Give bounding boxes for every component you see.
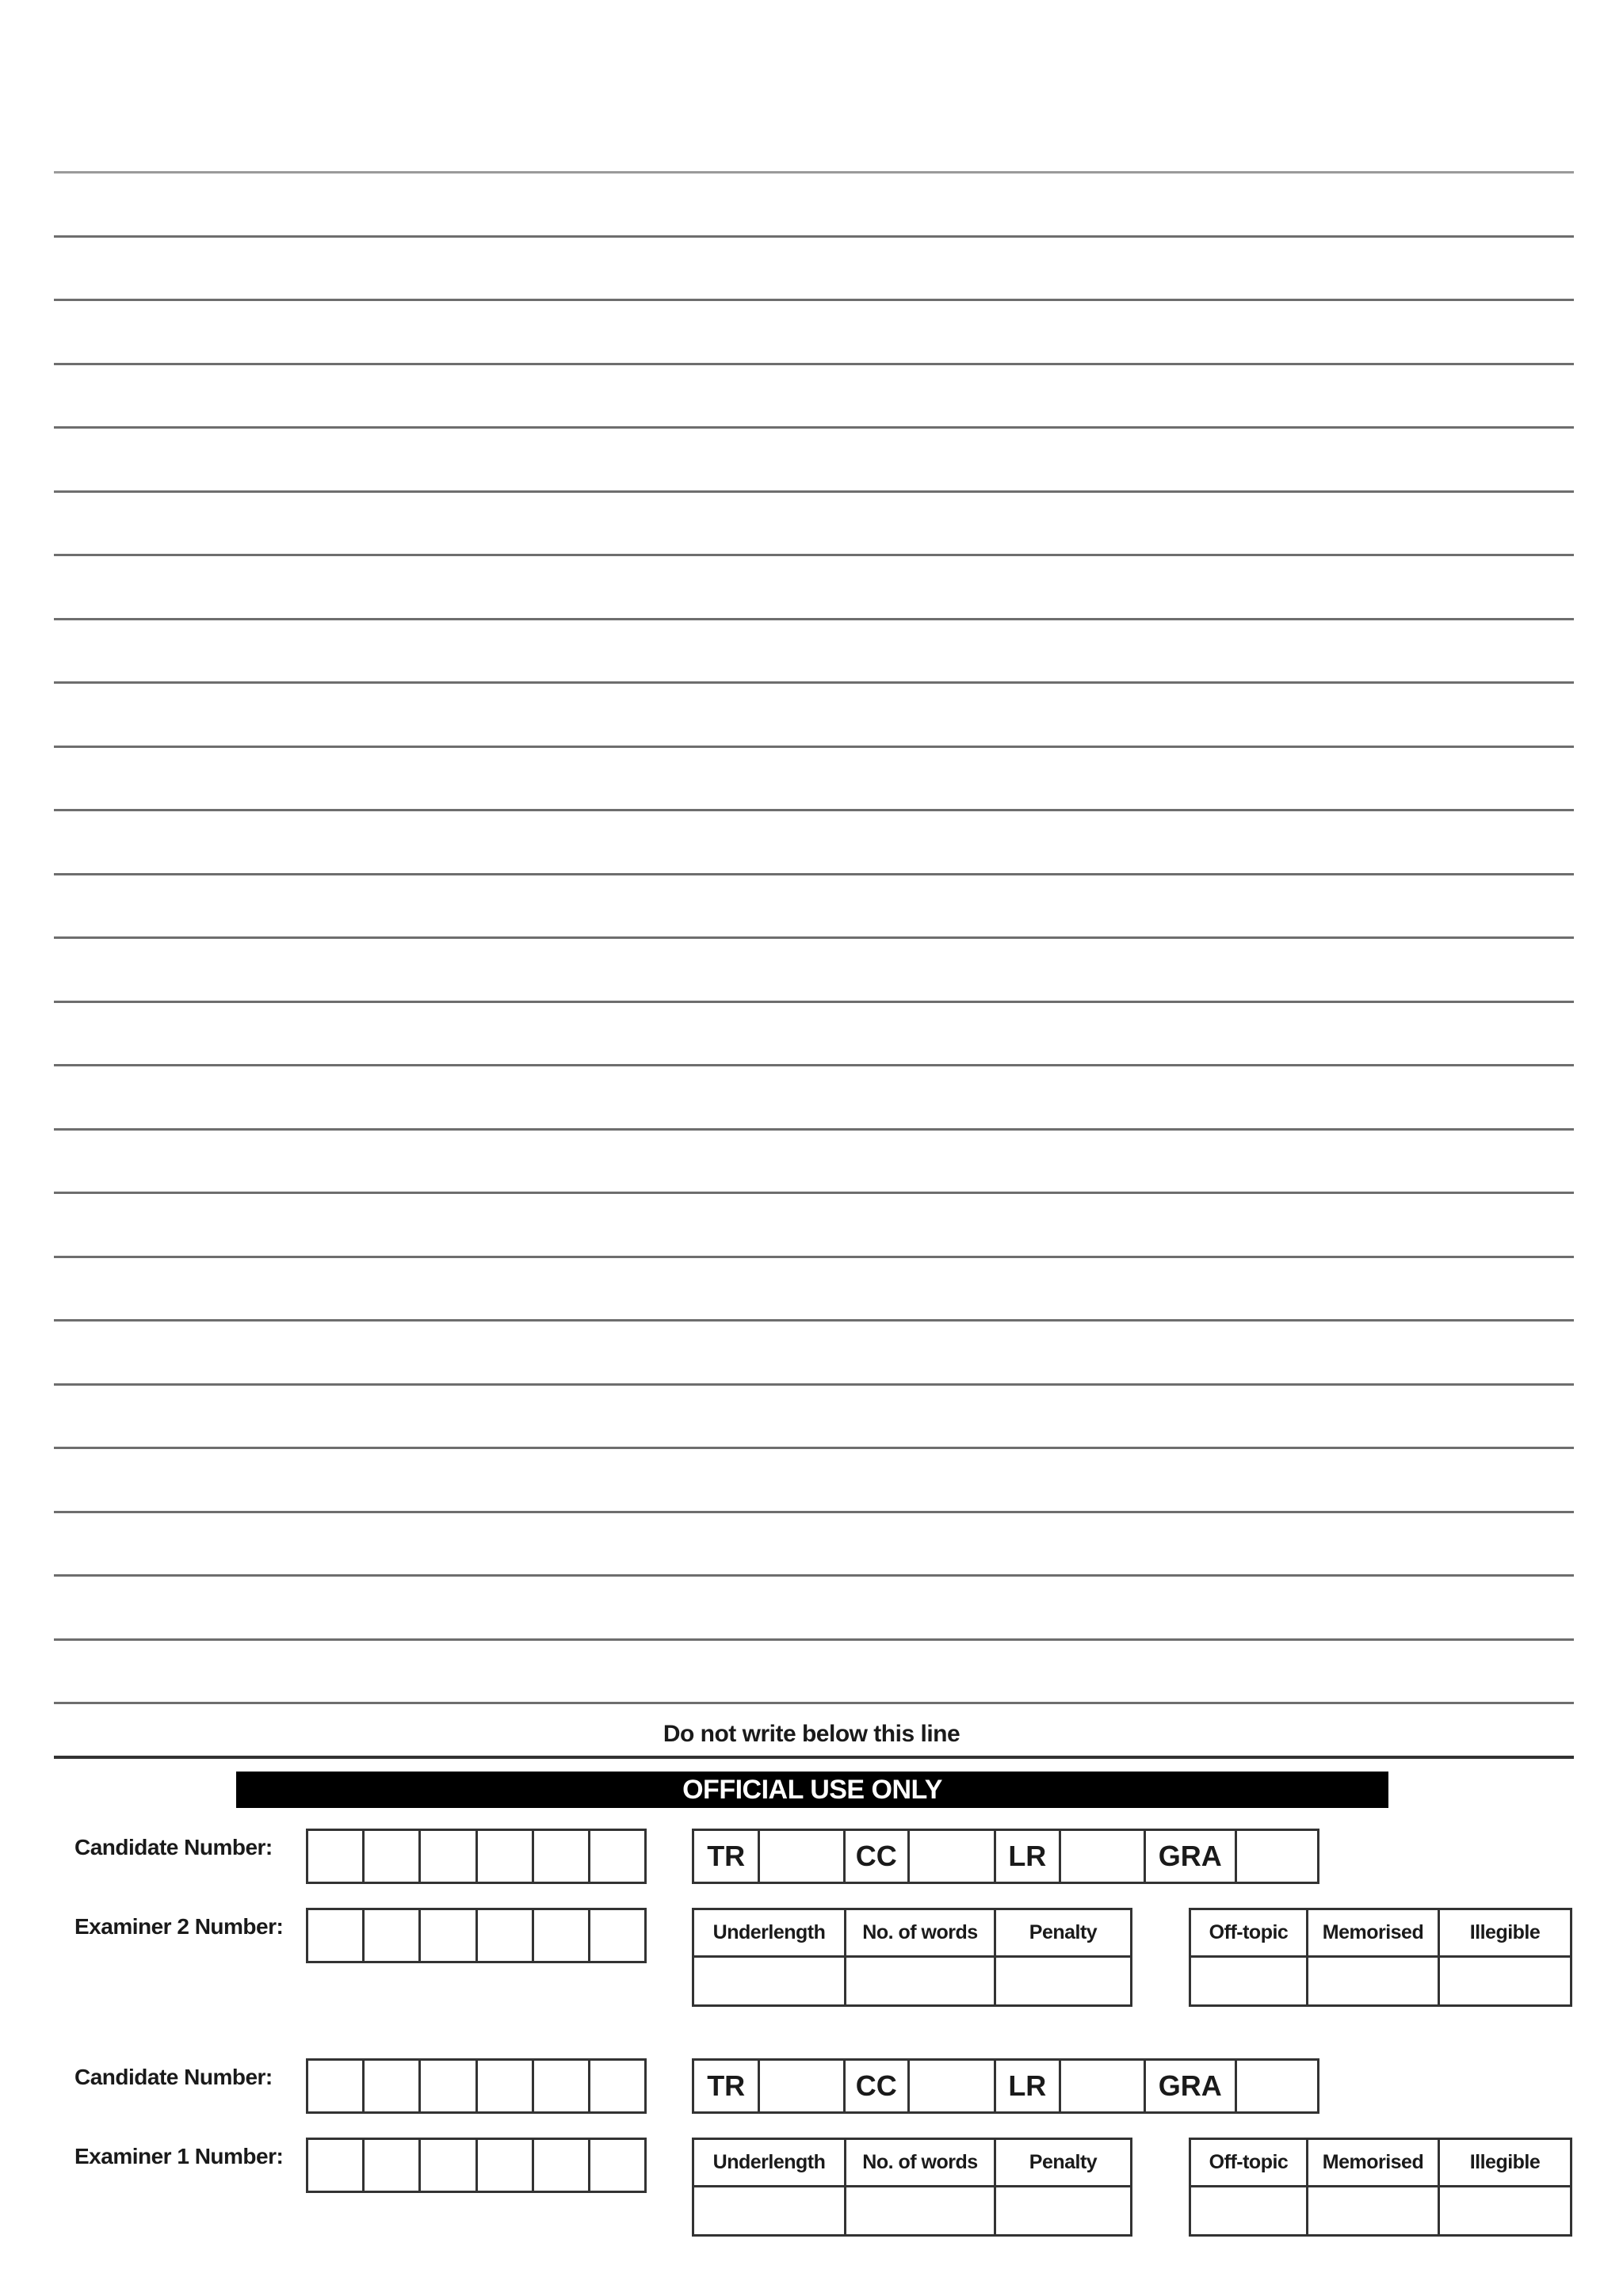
ruled-line bbox=[54, 1447, 1574, 1449]
word-count-cell[interactable] bbox=[846, 1958, 996, 2005]
ruled-line bbox=[54, 426, 1574, 429]
criterion-cc-label: CC bbox=[846, 2061, 910, 2111]
digit-box[interactable] bbox=[421, 1831, 477, 1882]
underlength-header: Underlength bbox=[694, 2140, 846, 2187]
illegible-cell[interactable] bbox=[1440, 2187, 1570, 2235]
criteria-score-row bbox=[692, 1829, 1319, 1884]
criterion-lr-label: LR bbox=[996, 1831, 1060, 1882]
off-topic-header: Off-topic bbox=[1191, 1910, 1308, 1958]
digit-box[interactable] bbox=[308, 1831, 365, 1882]
ruled-line bbox=[54, 1064, 1574, 1066]
length-penalty-table bbox=[692, 1908, 1132, 2007]
digit-box[interactable] bbox=[308, 1910, 365, 1961]
word-count-header: No. of words bbox=[846, 1910, 996, 1958]
ruled-line bbox=[54, 363, 1574, 365]
examiner-number-label: Examiner 1 Number: bbox=[74, 2144, 284, 2168]
ruled-line bbox=[54, 490, 1574, 493]
candidate-number-label: Candidate Number: bbox=[74, 1835, 273, 1859]
illegible-cell[interactable] bbox=[1440, 1958, 1570, 2005]
ruled-line bbox=[54, 1128, 1574, 1131]
digit-box[interactable] bbox=[365, 2061, 421, 2111]
ruled-line bbox=[54, 873, 1574, 875]
digit-box[interactable] bbox=[478, 1831, 534, 1882]
ruled-line bbox=[54, 235, 1574, 238]
do-not-write-instruction: Do not write below this line bbox=[663, 1721, 960, 1747]
penalty-header: Penalty bbox=[996, 1910, 1130, 1958]
criteria-score-row bbox=[692, 2058, 1319, 2114]
criterion-lr-score-box[interactable] bbox=[1061, 2061, 1146, 2111]
word-count-header: No. of words bbox=[846, 2140, 996, 2187]
memorised-header: Memorised bbox=[1308, 2140, 1440, 2187]
digit-box[interactable] bbox=[365, 1831, 421, 1882]
candidate-number-label: Candidate Number: bbox=[74, 2065, 273, 2089]
criterion-gra-label: GRA bbox=[1146, 1831, 1237, 1882]
ruled-line bbox=[54, 1319, 1574, 1322]
word-count-cell[interactable] bbox=[846, 2187, 996, 2235]
cutoff-divider bbox=[54, 1756, 1574, 1759]
ruled-line bbox=[54, 554, 1574, 556]
length-penalty-table bbox=[692, 2138, 1132, 2237]
criterion-tr-score-box[interactable] bbox=[760, 1831, 845, 1882]
digit-box[interactable] bbox=[421, 1910, 477, 1961]
underlength-cell[interactable] bbox=[694, 1958, 846, 2005]
digit-box[interactable] bbox=[365, 1910, 421, 1961]
illegible-header: Illegible bbox=[1440, 2140, 1570, 2187]
off-topic-header: Off-topic bbox=[1191, 2140, 1308, 2187]
flags-table bbox=[1189, 2138, 1572, 2237]
criterion-lr-label: LR bbox=[996, 2061, 1060, 2111]
digit-box[interactable] bbox=[590, 1831, 644, 1882]
ruled-line bbox=[54, 1574, 1574, 1577]
criterion-lr-score-box[interactable] bbox=[1061, 1831, 1146, 1882]
examiner-number-label: Examiner 2 Number: bbox=[74, 1914, 284, 1939]
digit-box[interactable] bbox=[534, 2140, 590, 2191]
off-topic-cell[interactable] bbox=[1191, 1958, 1308, 2005]
penalty-header: Penalty bbox=[996, 2140, 1130, 2187]
digit-box[interactable] bbox=[365, 2140, 421, 2191]
writing-lines-area[interactable] bbox=[54, 0, 1574, 1711]
memorised-cell[interactable] bbox=[1308, 2187, 1440, 2235]
criterion-gra-score-box[interactable] bbox=[1237, 1831, 1317, 1882]
candidate-number-boxes[interactable] bbox=[306, 1829, 647, 1884]
candidate-number-boxes[interactable] bbox=[306, 2058, 647, 2114]
criterion-tr-label: TR bbox=[694, 2061, 760, 2111]
ruled-line bbox=[54, 1256, 1574, 1258]
digit-box[interactable] bbox=[308, 2061, 365, 2111]
ruled-line bbox=[54, 299, 1574, 301]
ruled-line bbox=[54, 746, 1574, 748]
official-use-banner: OFFICIAL USE ONLY bbox=[236, 1772, 1388, 1808]
illegible-header: Illegible bbox=[1440, 1910, 1570, 1958]
penalty-cell[interactable] bbox=[996, 2187, 1130, 2235]
digit-box[interactable] bbox=[534, 2061, 590, 2111]
ruled-line bbox=[54, 1192, 1574, 1194]
criterion-tr-score-box[interactable] bbox=[760, 2061, 845, 2111]
digit-box[interactable] bbox=[590, 2140, 644, 2191]
examiner-number-boxes[interactable] bbox=[306, 2138, 647, 2193]
digit-box[interactable] bbox=[308, 2140, 365, 2191]
ruled-line bbox=[54, 1702, 1574, 1704]
digit-box[interactable] bbox=[534, 1910, 590, 1961]
ruled-line bbox=[54, 618, 1574, 620]
ruled-line bbox=[54, 1511, 1574, 1513]
digit-box[interactable] bbox=[590, 1910, 644, 1961]
criterion-cc-score-box[interactable] bbox=[910, 1831, 996, 1882]
criterion-cc-label: CC bbox=[846, 1831, 910, 1882]
underlength-header: Underlength bbox=[694, 1910, 846, 1958]
digit-box[interactable] bbox=[590, 2061, 644, 2111]
ruled-line bbox=[54, 1383, 1574, 1386]
underlength-cell[interactable] bbox=[694, 2187, 846, 2235]
digit-box[interactable] bbox=[421, 2140, 477, 2191]
digit-box[interactable] bbox=[534, 1831, 590, 1882]
digit-box[interactable] bbox=[478, 2061, 534, 2111]
ruled-line bbox=[54, 171, 1574, 174]
ruled-line bbox=[54, 681, 1574, 684]
criterion-cc-score-box[interactable] bbox=[910, 2061, 996, 2111]
criterion-gra-score-box[interactable] bbox=[1237, 2061, 1317, 2111]
flags-table bbox=[1189, 1908, 1572, 2007]
criterion-gra-label: GRA bbox=[1146, 2061, 1237, 2111]
memorised-header: Memorised bbox=[1308, 1910, 1440, 1958]
ruled-line bbox=[54, 809, 1574, 811]
ruled-line bbox=[54, 1001, 1574, 1003]
examiner-number-boxes[interactable] bbox=[306, 1908, 647, 1963]
digit-box[interactable] bbox=[478, 1910, 534, 1961]
criterion-tr-label: TR bbox=[694, 1831, 760, 1882]
digit-box[interactable] bbox=[421, 2061, 477, 2111]
off-topic-cell[interactable] bbox=[1191, 2187, 1308, 2235]
ruled-line bbox=[54, 936, 1574, 939]
memorised-cell[interactable] bbox=[1308, 1958, 1440, 2005]
penalty-cell[interactable] bbox=[996, 1958, 1130, 2005]
ruled-line bbox=[54, 1638, 1574, 1641]
digit-box[interactable] bbox=[478, 2140, 534, 2191]
